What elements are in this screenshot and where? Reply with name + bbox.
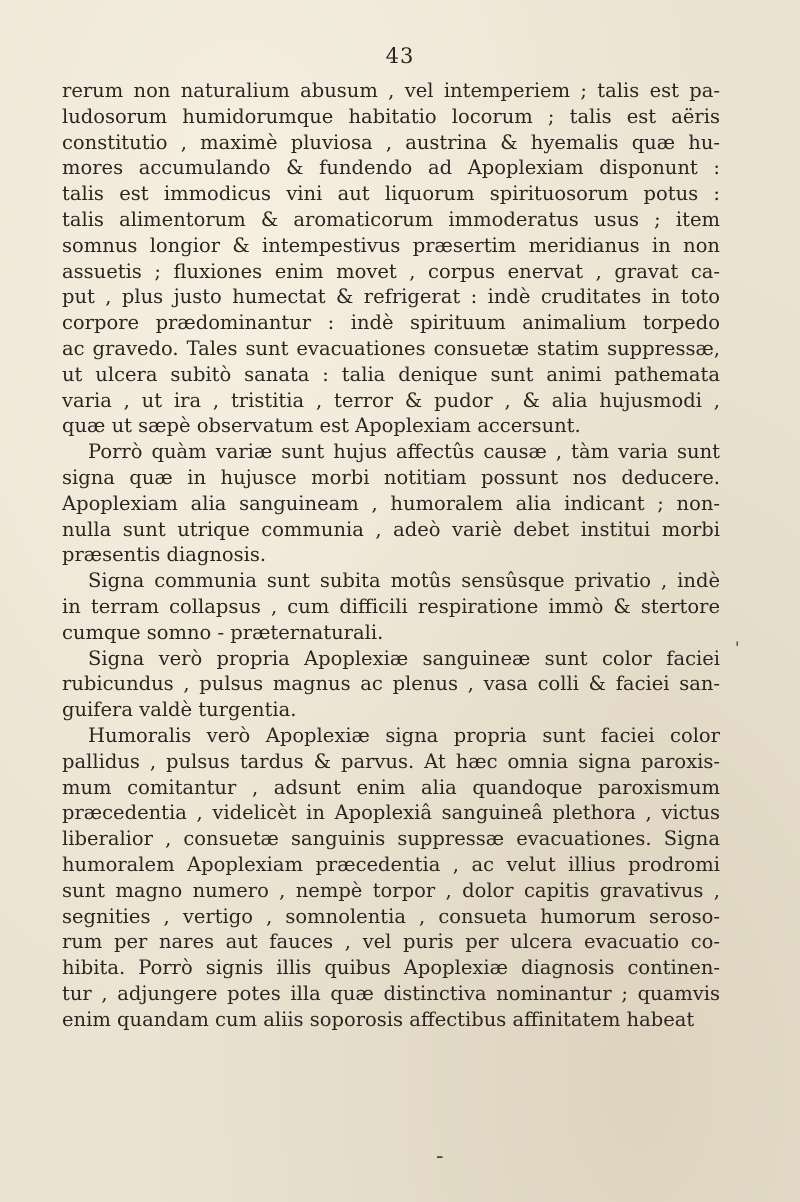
- text-line: ut ulcera subitò sanata : talia denique sunt animi pathemata: [62, 362, 720, 386]
- text-line: Humoralis verò Apoplexiæ signa propria sunt faciei color: [88, 723, 720, 747]
- text-line: hibita. Porrò signis illis quibus Apoplexiæ diagnosis continen-: [62, 956, 720, 980]
- body-text: [62, 78, 720, 1032]
- text-line: assuetis ; fluxiones enim movet , corpus enervat , gravat ca-: [62, 259, 720, 283]
- text-line: corpore prædominantur : indè spirituum animalium torpedo: [62, 311, 720, 335]
- text-line: Signa verò propria Apoplexiæ sanguineæ sunt color faciei: [88, 646, 720, 670]
- text-line: ac gravedo. Tales sunt evacuationes consuetæ statim suppressæ,: [62, 336, 720, 360]
- text-line: pallidus , pulsus tardus & parvus. At hæc omnia signa paroxis-: [62, 749, 720, 773]
- text-line: segnities , vertigo , somnolentia , consueta humorum seroso-: [62, 904, 720, 928]
- text-line: præsentis diagnosis.: [62, 543, 267, 567]
- text-line: rum per nares aut fauces , vel puris per ulcera evacuatio co-: [62, 930, 720, 954]
- text-line: put , plus justo humectat & refrigerat : indè cruditates in toto: [62, 285, 720, 309]
- text-line: tur , adjungere potes illa quæ distinctiva nominantur ; quamvis: [62, 981, 720, 1005]
- text-line: guifera valdè turgentia.: [62, 698, 297, 722]
- text-line: humoralem Apoplexiam præcedentia , ac velut illius prodromi: [62, 852, 720, 876]
- text-line: cumque somno - præternaturali.: [62, 620, 384, 644]
- text-line: signa quæ in hujusce morbi notitiam possunt nos deducere.: [62, 465, 720, 489]
- text-line: Signa communia sunt subita motûs sensûsque privatio , indè: [88, 569, 720, 593]
- text-line: rubicundus , pulsus magnus ac plenus , vasa colli & faciei san-: [62, 672, 720, 696]
- text-line: enim quandam cum aliis soporosis affectibus affinitatem habeat: [62, 1007, 695, 1031]
- text-line: quæ ut sæpè observatum est Apoplexiam accersunt.: [62, 414, 581, 438]
- text-line: Porrò quàm variæ sunt hujus affectûs causæ , tàm varia sunt: [88, 440, 720, 464]
- text-line: varia , ut ira , tristitia , terror & pudor , & alia hujusmodi ,: [62, 388, 720, 412]
- text-line: rerum non naturalium abusum , vel intemperiem ; talis est pa-: [62, 79, 720, 102]
- page-number: 43: [385, 44, 415, 68]
- ink-smudge-mark: -: [436, 1144, 444, 1169]
- text-line: talis est immodicus vini aut liquorum spirituosorum potus :: [62, 182, 720, 206]
- text-line: Apoplexiam alia sanguineam , humoralem alia indicant ; non-: [62, 491, 720, 515]
- text-line: talis alimentorum & aromaticorum immoderatus usus ; item: [62, 207, 720, 231]
- text-line: ludosorum humidorumque habitatio locorum ; talis est aëris: [62, 104, 720, 128]
- text-line: sunt magno numero , nempè torpor , dolor capitis gravativus ,: [62, 878, 720, 902]
- text-line: præcedentia , videlicèt in Apoplexiâ sanguineâ plethora , victus: [62, 801, 720, 825]
- text-line: nulla sunt utrique communia , adeò variè debet institui morbi: [62, 517, 720, 541]
- margin-ink-mark: ': [735, 638, 740, 657]
- text-line: mores accumulando & fundendo ad Apoplexiam disponunt :: [62, 156, 720, 180]
- text-line: liberalior , consuetæ sanguinis suppressæ evacuationes. Signa: [62, 827, 720, 851]
- text-line: somnus longior & intempestivus præsertim meridianus in non: [62, 233, 720, 257]
- text-line: in terram collapsus , cum difficili respiratione immò & stertore: [62, 594, 720, 618]
- text-line: constitutio , maximè pluviosa , austrina & hyemalis quæ hu-: [62, 130, 720, 154]
- text-line: mum comitantur , adsunt enim alia quandoque paroxismum: [62, 775, 720, 799]
